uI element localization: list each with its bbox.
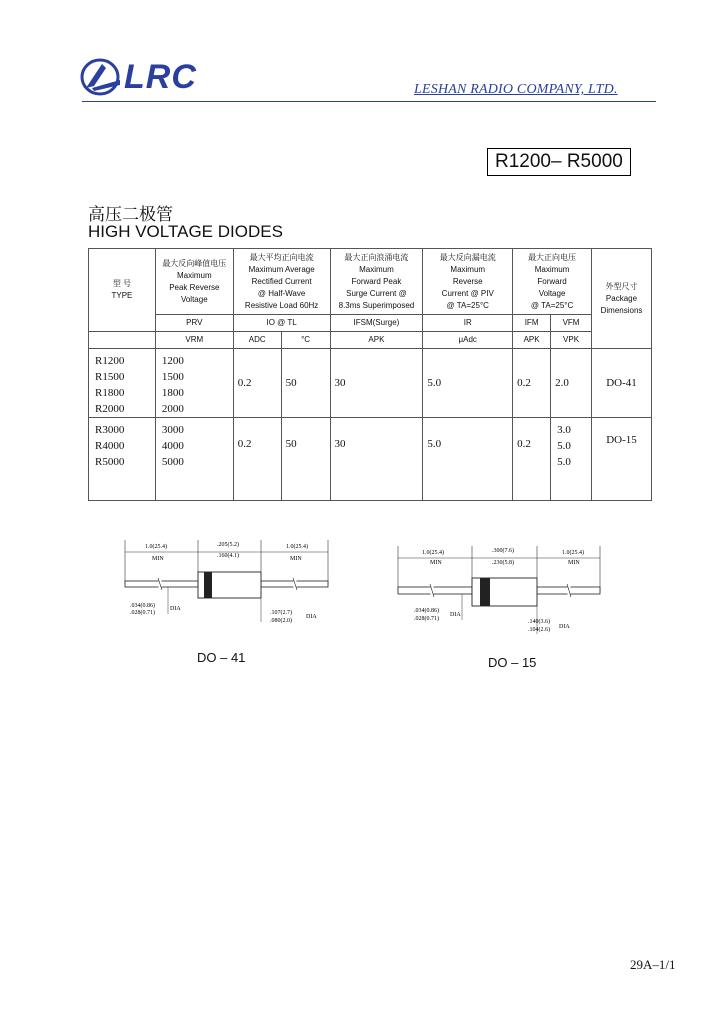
sym-prv: PRV <box>155 315 233 332</box>
title-english: HIGH VOLTAGE DIODES <box>88 222 283 241</box>
col-ifsm-header: 最大正向浪涌电流 Maximum Forward Peak Surge Current @ 8.3ms Superimposed <box>330 249 423 315</box>
prv-cell: 3000 4000 5000 <box>155 418 233 501</box>
company-name: LESHAN RADIO COMPANY, LTD. <box>414 82 618 97</box>
ifm-cell: 0.2 <box>513 418 551 501</box>
col-package-header: 外型尺寸 Package Dimensions <box>591 249 651 349</box>
types-cell: R1200 R1500 R1800 R2000 <box>89 349 156 418</box>
do41-diagram <box>120 532 350 632</box>
do15-body-dia-b: .104(2.6) <box>528 627 550 633</box>
package-cell: DO-15 <box>591 418 651 501</box>
table-row-group-1 <box>89 349 652 418</box>
ifsm-cell: 30 <box>330 349 423 418</box>
ifsm-cell: 30 <box>330 418 423 501</box>
unit-apk2: APK <box>513 332 551 349</box>
sym-ifsm: IFSM(Surge) <box>330 315 423 332</box>
logo-text: LRC <box>124 58 197 96</box>
sym-io: IO @ TL <box>233 315 330 332</box>
do41-min-left: MIN <box>152 556 164 562</box>
tl-cell: 50 <box>281 349 330 418</box>
ir-cell: 5.0 <box>423 349 513 418</box>
col-prv-header: 最大反向峰值电压 Maximum Peak Reverse Voltage <box>155 249 233 315</box>
do15-lead-right-dim: 1.0(25.4) <box>562 550 584 556</box>
io-cell: 0.2 <box>233 418 281 501</box>
table-row-group-2 <box>89 418 652 501</box>
do41-lead-dia-b: .028(0.71) <box>130 610 155 616</box>
do41-lead-right-dim: 1.0(25.4) <box>286 544 308 550</box>
unit-blank <box>89 332 156 349</box>
title-chinese: 高压二极管 <box>88 205 173 224</box>
col-io-header: 最大平均正向电流 Maximum Average Rectified Current @ Half-Wave Resistive Load 60Hz <box>233 249 330 315</box>
do41-body-dia-label: DIA <box>306 614 317 620</box>
prv-cell: 1200 1500 1800 2000 <box>155 349 233 418</box>
unit-adc: ADC <box>233 332 281 349</box>
lrc-logo-icon <box>80 58 124 96</box>
do41-lead-left-dim: 1.0(25.4) <box>145 544 167 550</box>
unit-apk: APK <box>330 332 423 349</box>
do15-lead-left-dim: 1.0(25.4) <box>422 550 444 556</box>
do15-body-len-a: .300(7.6) <box>492 548 514 554</box>
col-ir-header: 最大反向漏电流 Maximum Reverse Current @ PIV @ TA=25°C <box>423 249 513 315</box>
do41-body-len-a: .205(5.2) <box>217 542 239 548</box>
do41-body-len-b: .160(4.1) <box>217 553 239 559</box>
do41-lead-dia-label: DIA <box>170 606 181 612</box>
unit-uadc: μAdc <box>423 332 513 349</box>
io-cell: 0.2 <box>233 349 281 418</box>
vfm-cell: 2.0 <box>551 349 592 418</box>
do15-min-right: MIN <box>568 560 580 566</box>
part-range-box: R1200– R5000 <box>487 148 631 176</box>
do15-lead-dia-b: .028(0.71) <box>414 616 439 622</box>
do41-body-dia-b: .080(2.0) <box>270 618 292 624</box>
col-type-header: 型 号 TYPE <box>89 249 156 332</box>
do15-body-len-b: .230(5.8) <box>492 560 514 566</box>
do41-label: DO – 41 <box>197 650 246 665</box>
sym-ifm: IFM <box>513 315 551 332</box>
ifm-cell: 0.2 <box>513 349 551 418</box>
unit-vrm: VRM <box>155 332 233 349</box>
do15-lead-dia-label: DIA <box>450 612 461 618</box>
sym-ir: IR <box>423 315 513 332</box>
col-vfm-header: 最大正向电压 Maximum Forward Voltage @ TA=25°C <box>513 249 592 315</box>
ir-cell: 5.0 <box>423 418 513 501</box>
do41-body-dia-a: .107(2.7) <box>270 610 292 616</box>
do41-lead-dia-a: .034(0.86) <box>130 603 155 609</box>
sym-vfm: VFM <box>551 315 592 332</box>
unit-tl: °C <box>281 332 330 349</box>
page-code: 29A–1/1 <box>630 957 676 972</box>
do15-lead-dia-a: .034(0.86) <box>414 608 439 614</box>
do15-diagram <box>392 540 628 644</box>
do15-cathode-band-icon <box>480 578 490 606</box>
do15-body-dia-label: DIA <box>559 624 570 630</box>
do15-body-dia-a: .140(3.6) <box>528 619 550 625</box>
unit-vpk: VPK <box>551 332 592 349</box>
spec-table <box>88 248 652 501</box>
types-cell: R3000 R4000 R5000 <box>89 418 156 501</box>
package-cell: DO-41 <box>591 349 651 418</box>
header-rule <box>82 101 656 102</box>
vfm-cell: 3.0 5.0 5.0 <box>551 418 592 501</box>
tl-cell: 50 <box>281 418 330 501</box>
do41-cathode-band-icon <box>204 572 212 598</box>
do15-min-left: MIN <box>430 560 442 566</box>
do41-min-right: MIN <box>290 556 302 562</box>
do15-label: DO – 15 <box>488 655 537 670</box>
